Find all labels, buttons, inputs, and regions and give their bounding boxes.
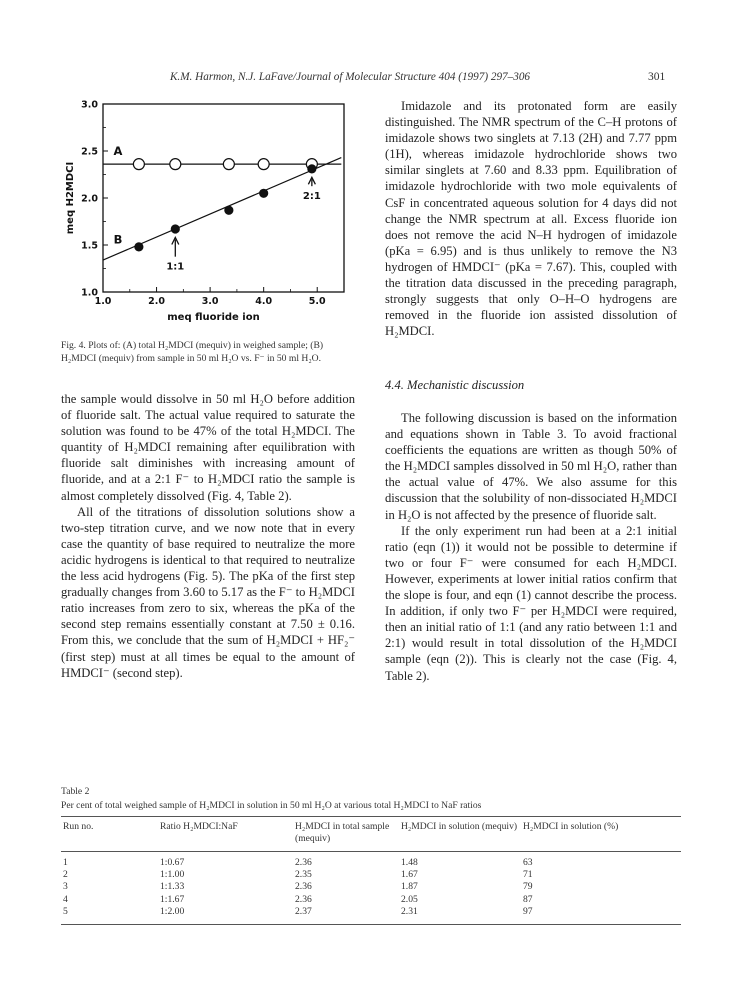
right-column-text-top — [385, 98, 677, 339]
table-row — [61, 894, 681, 906]
table-row — [61, 852, 681, 870]
table-cell: 1.67 — [401, 869, 418, 881]
table-header-cell: H₂MDCI in total sample (mequiv) — [295, 821, 390, 844]
series-B-point — [225, 206, 233, 214]
x-tick-label: 1.0 — [94, 296, 112, 307]
series-A-point — [170, 159, 181, 170]
table-cell: 2.36 — [295, 893, 312, 905]
table-cell: 1:0.67 — [160, 857, 185, 868]
table-row — [61, 906, 681, 925]
table-cell: 1:2.00 — [160, 905, 185, 917]
ratio-label: 2:1 — [302, 191, 321, 203]
table-cell: 5 — [63, 905, 68, 917]
y-tick-label: 1.5 — [81, 240, 98, 252]
table-cell: 1.48 — [401, 857, 418, 868]
y-axis-label: meq H2MDCI — [65, 161, 76, 235]
table-cell: 79 — [523, 881, 533, 893]
table-cell: 87 — [523, 893, 533, 905]
table-row — [61, 869, 681, 881]
section-heading: 4.4. Mechanistic discussion — [385, 378, 525, 392]
table-cell: 1:1.00 — [160, 869, 185, 881]
series-B-point — [135, 243, 143, 251]
table-2 — [61, 816, 681, 925]
table-cell: 97 — [523, 905, 533, 917]
table-cell: 63 — [523, 857, 533, 868]
table-cell: 2.05 — [401, 893, 418, 905]
series-A-point — [133, 159, 144, 170]
table-header-cell: Ratio H₂MDCI:NaF — [160, 821, 238, 832]
table-cell: 2.36 — [295, 881, 312, 893]
x-axis-label: meq fluoride ion — [167, 312, 260, 323]
table-header-row — [61, 817, 681, 852]
curve-label: B — [113, 232, 123, 247]
y-tick-label: 2.5 — [81, 146, 98, 158]
table-row — [61, 881, 681, 893]
caption-line-2: H₂MDCI (mequiv) from sample in 50 ml H₂O vs. F⁻ in 50 ml H₂O. — [61, 352, 321, 364]
page-number: 301 — [648, 71, 666, 83]
table-header-cell: H₂MDCI in solution (%) — [523, 821, 619, 832]
x-tick-label: 2.0 — [148, 296, 165, 307]
y-tick-label: 2.0 — [81, 193, 98, 205]
paragraph: The following discussion is based on the information and equations shown in Table 3. To avoid fractional coefficients the equations are written as though 50% of the H₂MDCI samples dissolved in 50 ml H₂O, rather than the actual value of 47%. We also assume for this discussion that the solubility of non-dissociated H₂MDCI in H₂O is not affected by the presence of fluoride salt. — [385, 411, 677, 522]
series-A-point — [258, 159, 269, 170]
x-tick-label: 4.0 — [255, 296, 273, 307]
table-cell: 1:1.33 — [160, 881, 185, 893]
y-tick-label: 3.0 — [81, 99, 98, 111]
table-cell: 71 — [523, 869, 533, 881]
table-caption-text: Per cent of total weighed sample of H₂MDCI in solution in 50 ml H₂O at various total H₂MDCI to NaF ratios — [61, 799, 482, 811]
table-cell: 2 — [63, 869, 68, 881]
series-B-point — [260, 189, 268, 197]
table-cell: 2.37 — [295, 905, 312, 917]
left-column-text — [61, 391, 355, 681]
paragraph: If the only experiment run had been at a 2:1 initial ratio (eqn (1)) it would not be possible to determine if two or four F⁻ were consumed for each H₂MDCI. However, experiments at lower initial ratios confirm that the slope is four, and eqn (1) cannot describe the process. In addition, if only two F⁻ per H₂MDCI were required, then an initial ratio of 1:1 (and any ratio between 1:1 and 2:1) would result in total dissolution of the H₂MDCI sample (eqn (2)). This is clearly not the case (Fig. 4, Table 2). — [385, 523, 677, 683]
table-cell: 2.35 — [295, 869, 312, 881]
series-B-point — [308, 165, 316, 173]
figure-4-plot — [61, 92, 361, 332]
caption-line-1: Fig. 4. Plots of: (A) total H₂MDCI (mequiv) in weighed sample; (B) — [61, 340, 324, 351]
table-label: Table 2 — [61, 786, 90, 797]
table-cell: 1 — [63, 857, 68, 868]
table-header-cell: Run no. — [63, 821, 94, 832]
table-cell: 2.36 — [295, 857, 312, 868]
table-header-cell: H₂MDCI in solution (mequiv) — [401, 821, 518, 832]
table-cell: 1:1.67 — [160, 893, 185, 905]
table-cell: 3 — [63, 881, 68, 893]
table-cell: 1.87 — [401, 881, 418, 893]
running-header: K.M. Harmon, N.J. LaFave/Journal of Molecular Structure 404 (1997) 297–306 — [169, 71, 531, 83]
ratio-label: 1:1 — [166, 261, 185, 273]
paragraph: All of the titrations of dissolution solutions show a two-step titration curve, and we now note that in every case the quantity of base required to neutralize the more acidic hydrogens is identical to that required to neutralize the less acid hydrogens (Fig. 5). The pKa of the first step gradually changes from 3.60 to 5.17 as the F⁻ to H₂MDCI ratio increases from zero to six, whereas the pKa of the second step remains essentially constant at 7.50 ± 0.16. From this, we conclude that the sum of H₂MDCI + HF₂⁻ (first step) must at all times be equal to the amount of HMDCI⁻ (second step). — [61, 504, 355, 680]
table-cell: 2.31 — [401, 905, 418, 917]
series-A-point — [223, 159, 234, 170]
paragraph: the sample would dissolve in 50 ml H₂O before addition of fluoride salt. The actual value required to saturate the solution was found to be 47% of the total H₂MDCI. The quantity of H₂MDCI remaining after equilibration with fluoride salt diminishes with increasing amount of fluoride, and at a 2:1 F⁻ to H₂MDCI ratio the sample is almost completely dissolved (Fig. 4, Table 2). — [61, 392, 355, 503]
y-tick-label: 1.0 — [81, 287, 98, 299]
paragraph: Imidazole and its protonated form are easily distinguished. The NMR spectrum of the C–H protons of imidazole shows two singlets at 7.13 (2H) and 7.77 ppm (1H), whereas imidazole hydrochloride shows two similar singlets at 7.60 and 8.33 ppm. Equilibration of imidazole hydrochloride with two mole equivalents of CsF in concentrated aqueous solution for 4 days did not change the NMR spectrum at all. Excess fluoride ion does not remove the acid N–H hydrogen of imidazole (pKa = 6.95) and is thus unlikely to remove the N3 hydrogen of HMDCI⁻ (pKa = 7.67). This, coupled with the titration data discussed in the preceding paragraph, strongly suggests that only O–H–O hydrogens are removed in the fluoride ion assisted dissolution of H₂MDCI. — [385, 99, 677, 339]
curve-label: A — [113, 144, 123, 158]
figure-4-caption — [61, 340, 361, 365]
table-cell: 4 — [63, 893, 68, 905]
x-tick-label: 3.0 — [201, 296, 219, 307]
x-tick-label: 5.0 — [308, 296, 326, 307]
right-column-text-bottom — [385, 410, 677, 684]
series-B-point — [171, 225, 179, 233]
table-2-caption — [61, 785, 681, 812]
